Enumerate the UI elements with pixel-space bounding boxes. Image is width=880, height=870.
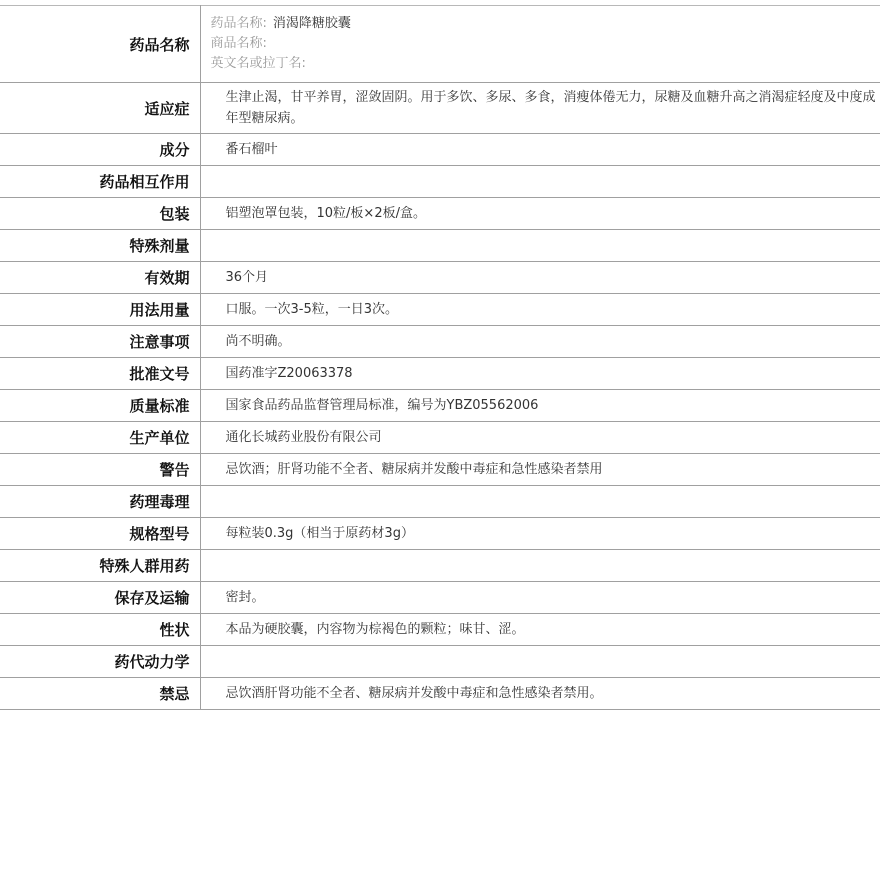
row-value: 生津止渴，甘平养胃，涩敛固阴。用于多饮、多尿、多食，消瘦体倦无力，尿糖及血糖升高之消渴症轻度及中度成年型糖尿病。	[200, 83, 880, 134]
table-row	[0, 454, 880, 486]
table-row	[0, 358, 880, 390]
table-row	[0, 230, 880, 262]
drug-info-table-body	[0, 6, 880, 710]
row-value: 番石榴叶	[200, 134, 880, 166]
table-row	[0, 134, 880, 166]
row-value: 国药准字Z20063378	[200, 358, 880, 390]
row-label: 规格型号	[0, 518, 200, 550]
row-label: 批准文号	[0, 358, 200, 390]
table-row	[0, 390, 880, 422]
row-value: 国家食品药品监督管理局标准，编号为YBZ05562006	[200, 390, 880, 422]
row-value	[200, 646, 880, 678]
row-label: 生产单位	[0, 422, 200, 454]
table-row	[0, 198, 880, 230]
row-label: 药品相互作用	[0, 166, 200, 198]
drug-name-cell	[200, 6, 880, 83]
table-row	[0, 83, 880, 134]
row-label: 质量标准	[0, 390, 200, 422]
row-value: 36个月	[200, 262, 880, 294]
row-label: 性状	[0, 614, 200, 646]
row-value: 尚不明确。	[200, 326, 880, 358]
row-label: 保存及运输	[0, 582, 200, 614]
row-value: 忌饮酒肝肾功能不全者、糖尿病并发酸中毒症和急性感染者禁用。	[200, 678, 880, 710]
row-label: 有效期	[0, 262, 200, 294]
drug-info-table	[0, 5, 880, 710]
row-label: 药代动力学	[0, 646, 200, 678]
drug-name-block	[201, 14, 880, 74]
table-row	[0, 294, 880, 326]
table-row	[0, 166, 880, 198]
generic-name-value: 消渴降糖胶囊	[272, 16, 351, 31]
row-label: 用法用量	[0, 294, 200, 326]
row-label: 警告	[0, 454, 200, 486]
table-row	[0, 326, 880, 358]
row-label: 禁忌	[0, 678, 200, 710]
row-value: 每粒装0.3g（相当于原药材3g）	[200, 518, 880, 550]
row-value: 忌饮酒；肝肾功能不全者、糖尿病并发酸中毒症和急性感染者禁用	[200, 454, 880, 486]
row-label: 特殊人群用药	[0, 550, 200, 582]
row-value: 通化长城药业股份有限公司	[200, 422, 880, 454]
row-value	[200, 230, 880, 262]
row-label: 成分	[0, 134, 200, 166]
table-row	[0, 486, 880, 518]
row-label: 药品名称	[0, 6, 200, 83]
row-label: 注意事项	[0, 326, 200, 358]
table-row	[0, 646, 880, 678]
table-row	[0, 614, 880, 646]
generic-name-label: 药品名称:	[210, 16, 267, 31]
row-label: 包装	[0, 198, 200, 230]
table-row	[0, 518, 880, 550]
row-value: 铝塑泡罩包装，10粒/板×2板/盒。	[200, 198, 880, 230]
row-label: 特殊剂量	[0, 230, 200, 262]
drug-name-row	[0, 6, 880, 83]
table-row	[0, 678, 880, 710]
table-row	[0, 422, 880, 454]
row-label: 适应症	[0, 83, 200, 134]
table-row	[0, 582, 880, 614]
row-value: 口服。一次3-5粒，一日3次。	[200, 294, 880, 326]
row-label: 药理毒理	[0, 486, 200, 518]
row-value	[200, 550, 880, 582]
row-value: 本品为硬胶囊，内容物为棕褐色的颗粒；味甘、涩。	[200, 614, 880, 646]
row-value	[200, 166, 880, 198]
trade-name-label: 商品名称:	[210, 36, 267, 51]
trade-name-line	[211, 34, 880, 54]
row-value: 密封。	[200, 582, 880, 614]
english-name-line	[211, 54, 880, 74]
english-name-label: 英文名或拉丁名:	[210, 56, 306, 71]
row-value	[200, 486, 880, 518]
table-row	[0, 262, 880, 294]
generic-name-line	[211, 14, 880, 34]
table-row	[0, 550, 880, 582]
